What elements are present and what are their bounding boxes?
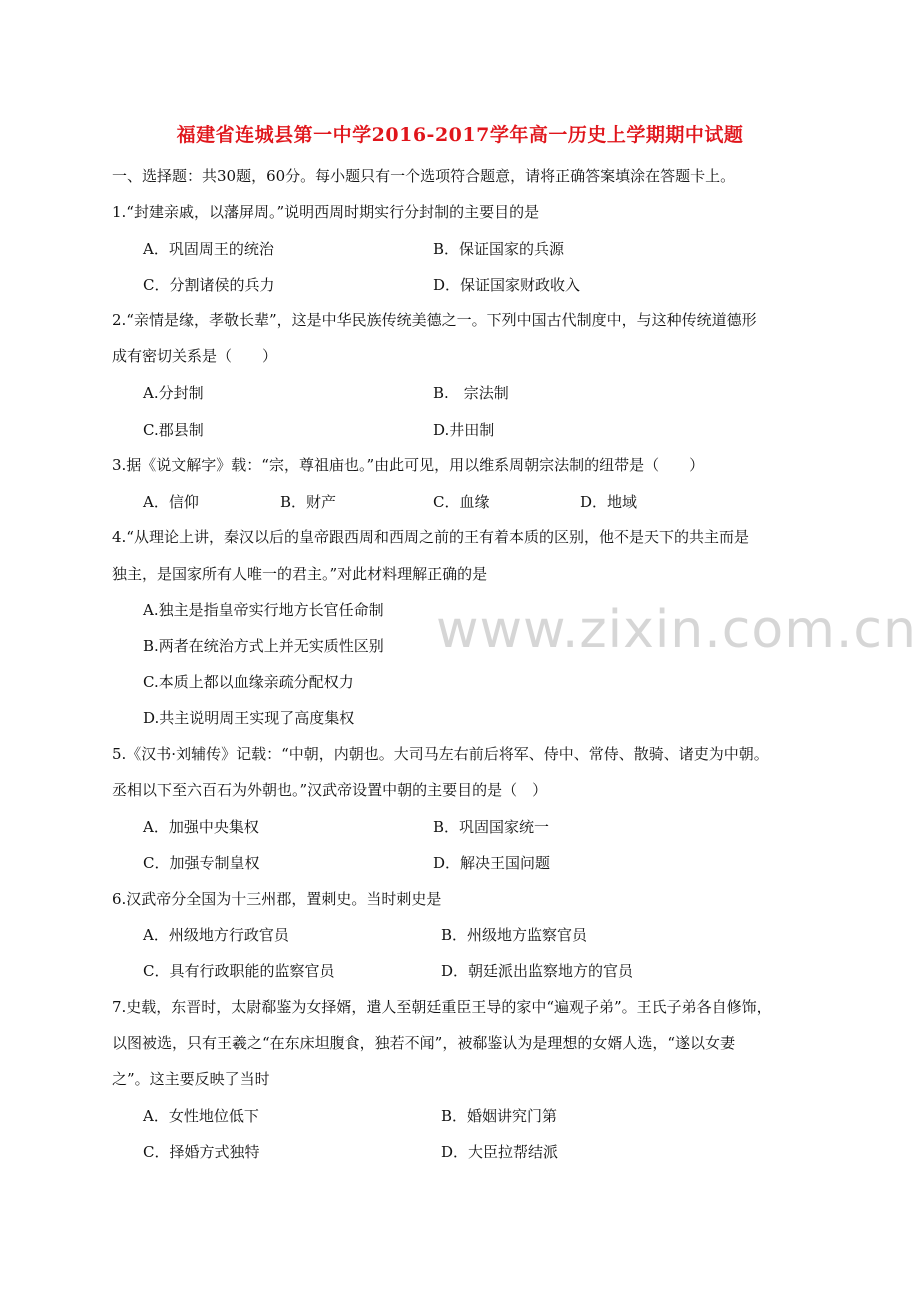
question-1-text: 1.“封建亲戚，以藩屏周。”说明西周时期实行分封制的主要目的是 (112, 203, 540, 221)
q3-option-c: C．血缘 (433, 493, 490, 511)
question-7-text-line-2: 以图被选，只有王羲之“在东床坦腹食，独若不闻”，被郗鉴认为是理想的女婿人选，“遂以女妻 (112, 1034, 736, 1052)
q3-option-d: D．地域 (580, 493, 638, 511)
q6-option-a: A．州级地方行政官员 (143, 926, 289, 944)
q4-option-a: A.独主是指皇帝实行地方长官任命制 (143, 601, 384, 619)
q7-option-a: A．女性地位低下 (143, 1107, 259, 1125)
q5-option-b: B．巩固国家统一 (433, 818, 550, 836)
q6-option-c: C．具有行政职能的监察官员 (143, 962, 335, 980)
q4-option-b: B.两者在统治方式上并无实质性区别 (143, 637, 384, 655)
q2-option-a: A.分封制 (143, 384, 204, 402)
q1-option-a: A．巩固周王的统治 (143, 240, 274, 258)
watermark: www.zixin.com.cn (436, 600, 917, 660)
question-3-text: 3.据《说文解字》载：“宗，尊祖庙也。”由此可见，用以维系周朝宗法制的纽带是（ ） (112, 456, 705, 474)
q4-option-c: C.本质上都以血缘亲疏分配权力 (143, 673, 354, 691)
q2-option-b: B. 宗法制 (433, 384, 509, 402)
question-5-text-line-1: 5.《汉书·刘辅传》记载：“中朝，内朝也。大司马左右前后将军、侍中、常侍、散骑、诸吏为中朝。 (112, 745, 769, 763)
q4-option-d: D.共主说明周王实现了高度集权 (143, 709, 355, 727)
question-5-text-line-2: 丞相以下至六百石为外朝也。”汉武帝设置中朝的主要目的是（ ） (112, 781, 548, 799)
question-7-text-line-1: 7.史载，东晋时，太尉郗鉴为女择婿，遣人至朝廷重臣王导的家中“遍观子弟”。王氏子弟各自修饰， (112, 998, 772, 1016)
q5-option-d: D．解决王国问题 (433, 854, 551, 872)
q5-option-a: A．加强中央集权 (143, 818, 259, 836)
q7-option-c: C．择婚方式独特 (143, 1143, 260, 1161)
q7-option-b: B．婚姻讲究门第 (441, 1107, 558, 1125)
question-4-text-line-2: 独主，是国家所有人唯一的君主。”对此材料理解正确的是 (112, 565, 488, 583)
q6-option-d: D．朝廷派出监察地方的官员 (441, 962, 634, 980)
q3-option-b: B．财产 (280, 493, 337, 511)
q1-option-d: D．保证国家财政收入 (433, 276, 581, 294)
q5-option-c: C．加强专制皇权 (143, 854, 260, 872)
q2-option-c: C.郡县制 (143, 421, 204, 439)
q3-option-a: A．信仰 (143, 493, 199, 511)
question-2-text-line-1: 2.“亲情是缘，孝敬长辈”，这是中华民族传统美德之一。下列中国古代制度中，与这种传统道德形 (112, 311, 757, 329)
question-4-text-line-1: 4.“从理论上讲，秦汉以后的皇帝跟西周和西周之前的王有着本质的区别，他不是天下的共主而是 (112, 528, 749, 546)
document-title: 福建省连城县第一中学2016-2017学年高一历史上学期期中试题 (176, 124, 744, 146)
q2-option-d: D.井田制 (433, 421, 495, 439)
question-7-text-line-3: 之”。这主要反映了当时 (112, 1070, 270, 1088)
q6-option-b: B．州级地方监察官员 (441, 926, 588, 944)
q7-option-d: D．大臣拉帮结派 (441, 1143, 559, 1161)
question-2-text-line-2: 成有密切关系是（ ） (112, 347, 278, 365)
question-6-text: 6.汉武帝分全国为十三州郡，置刺史。当时刺史是 (112, 890, 442, 908)
section-heading: 一、选择题：共30题，60分。每小题只有一个选项符合题意，请将正确答案填涂在答题卡上。 (112, 167, 736, 185)
q1-option-b: B．保证国家的兵源 (433, 240, 565, 258)
q1-option-c: C．分割诸侯的兵力 (143, 276, 275, 294)
